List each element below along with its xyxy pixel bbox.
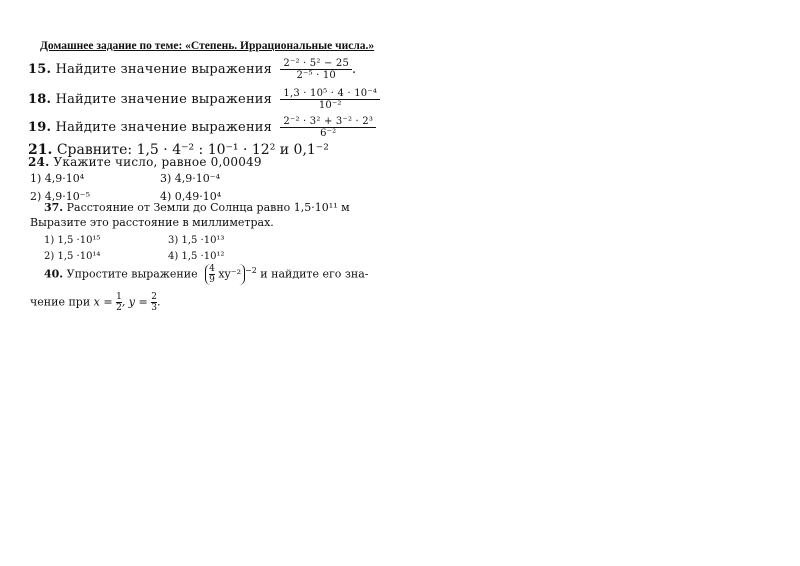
task-text: Найдите значение выражения bbox=[55, 120, 273, 135]
task-text: Укажите число, равное 0,00049 bbox=[53, 155, 262, 169]
fraction-denominator: 6⁻² bbox=[320, 128, 337, 139]
task-number: 21. bbox=[28, 142, 53, 158]
answer-option: 1) 1,5 ·10¹⁵ bbox=[44, 235, 101, 246]
fraction-numerator: 1,3 · 10⁵ · 4 · 10⁻⁴ bbox=[280, 88, 380, 100]
task-number: 37. bbox=[44, 201, 64, 214]
task-19 bbox=[28, 116, 376, 139]
answer-option: 3) 1,5 ·10¹³ bbox=[168, 235, 225, 246]
text: чение при bbox=[30, 295, 91, 309]
task-37-line2: Выразите это расстояние в миллиметрах. bbox=[30, 216, 274, 229]
answer-option: 4) 0,49·10⁴ bbox=[160, 190, 222, 203]
task-tail: и найдите его зна- bbox=[260, 267, 369, 281]
fraction bbox=[280, 88, 380, 111]
answer-option: 3) 4,9·10⁻⁴ bbox=[160, 172, 220, 185]
fraction bbox=[280, 116, 376, 139]
task-text: Найдите значение выражения bbox=[55, 92, 273, 107]
task-number: 24. bbox=[28, 155, 50, 169]
answer-option: 2) 1,5 ·10¹⁴ bbox=[44, 251, 101, 262]
task-15 bbox=[28, 58, 356, 81]
task-text: Расстояние от Земли до Солнца равно 1,5·10¹¹ м bbox=[66, 201, 350, 214]
fraction bbox=[209, 264, 215, 285]
task-37 bbox=[44, 201, 350, 214]
task-number: 40. bbox=[44, 267, 64, 281]
task-number: 19. bbox=[28, 120, 52, 135]
fraction-denominator: 10⁻² bbox=[318, 100, 342, 111]
task-text: Сравните: 1,5 · 4⁻² : 10⁻¹ · 12² и 0,1⁻² bbox=[56, 142, 329, 158]
fraction-denominator: 2⁻⁵ · 10 bbox=[296, 70, 336, 81]
task-text: Найдите значение выражения bbox=[55, 62, 273, 77]
fraction-numerator: 2⁻² · 5² − 25 bbox=[280, 58, 352, 70]
parenthesized-expression bbox=[205, 264, 245, 285]
fraction-numerator: 2⁻² · 3² + 3⁻² · 2³ bbox=[280, 116, 376, 128]
expression: xy⁻² bbox=[218, 267, 241, 281]
task-40-line2 bbox=[30, 292, 160, 313]
end-punct: . bbox=[156, 295, 161, 309]
answer-option: 2) 4,9·10⁻⁵ bbox=[30, 190, 90, 203]
answer-option: 1) 4,9·10⁴ bbox=[30, 172, 85, 185]
end-punct: . bbox=[352, 62, 357, 77]
task-18 bbox=[28, 88, 380, 111]
x-label: x = bbox=[93, 295, 113, 309]
fraction-denominator: 3 bbox=[151, 303, 157, 313]
fraction-denominator: 2 bbox=[116, 303, 122, 313]
fraction-numerator: 1 bbox=[116, 292, 122, 302]
y-label: , y = bbox=[121, 295, 148, 309]
fraction-numerator: 4 bbox=[209, 264, 215, 274]
page-title: Домашнее задание по теме: «Степень. Иррациональные числа.» bbox=[40, 40, 375, 52]
task-number: 15. bbox=[28, 62, 52, 77]
fraction-denominator: 9 bbox=[209, 275, 215, 285]
exponent: −2 bbox=[244, 265, 257, 275]
fraction bbox=[280, 58, 352, 81]
task-number: 18. bbox=[28, 92, 52, 107]
task-text: Упростите выражение bbox=[66, 267, 198, 281]
fraction-numerator: 2 bbox=[151, 292, 157, 302]
answer-option: 4) 1,5 ·10¹² bbox=[168, 251, 225, 262]
task-40 bbox=[44, 264, 369, 285]
task-24 bbox=[28, 155, 262, 169]
